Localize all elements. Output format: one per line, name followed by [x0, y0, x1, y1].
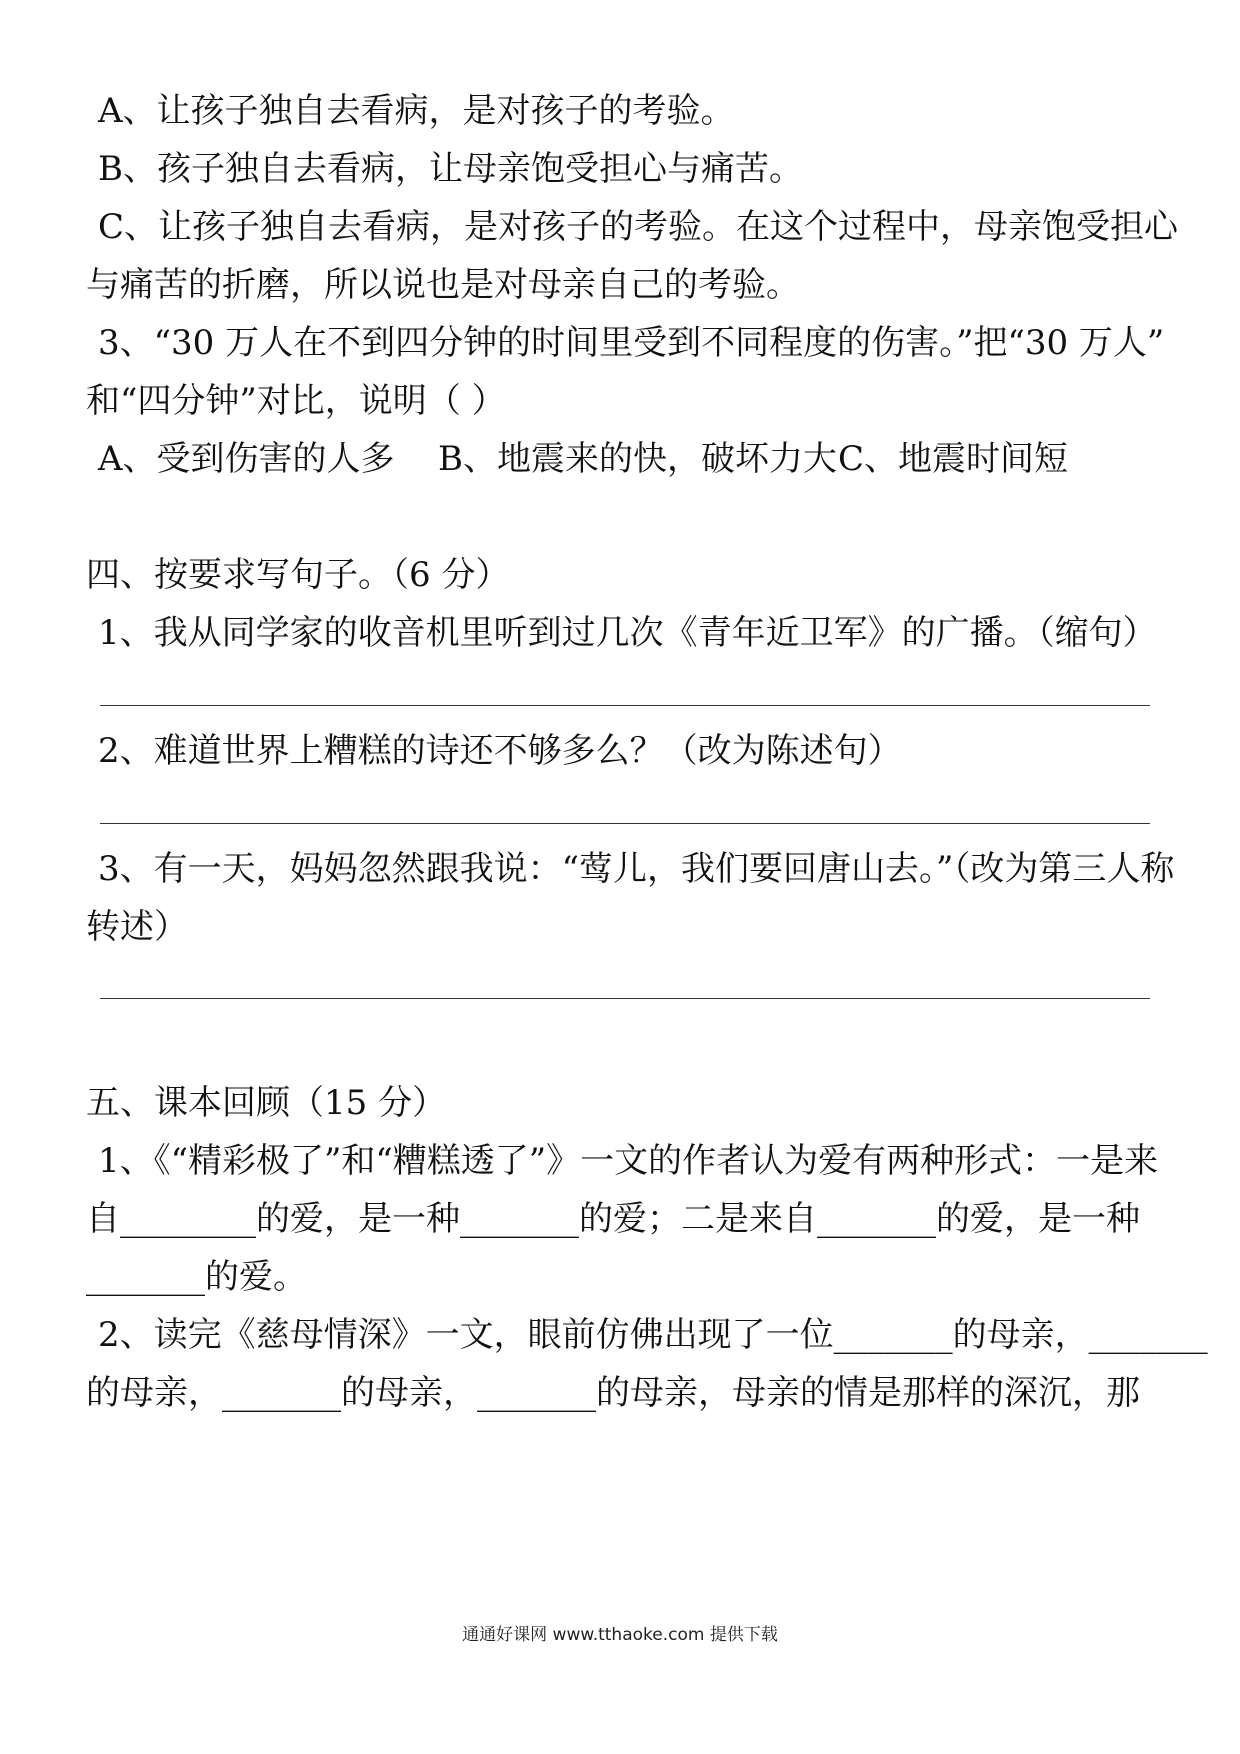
answer-line-1: [100, 705, 1150, 706]
question-3-option-a: A、受到伤害的人多: [98, 439, 395, 479]
option-c-line1: C、让孩子独自去看病，是对孩子的考验。在这个过程中，母亲饱受担心: [98, 207, 1179, 247]
section-5-question-1-line1: 1、《“精彩极了”和“糟糕透了”》一文的作者认为爱有两种形式：一是来: [98, 1141, 1159, 1181]
section-5-question-2-line2: 的母亲，_______的母亲，_______的母亲，母亲的情是那样的深沉，那: [86, 1373, 1140, 1413]
answer-line-3: [100, 998, 1150, 999]
question-3-line2: 和“四分钟”对比，说明（ ）: [86, 381, 506, 421]
question-3-line1: 3、“30 万人在不到四分钟的时间里受到不同程度的伤害。”把“30 万人”: [98, 323, 1165, 363]
question-3-option-b: B、地震来的快，破坏力大: [438, 439, 837, 479]
section-4-question-3-line2: 转述）: [86, 907, 188, 947]
page-footer: 通通好课网 www.tthaoke.com 提供下载: [462, 1625, 778, 1645]
option-c-line2: 与痛苦的折磨，所以说也是对母亲自己的考验。: [86, 265, 800, 305]
section-4-question-3-line1: 3、有一天，妈妈忽然跟我说：“莺儿，我们要回唐山去。”（改为第三人称: [98, 849, 1175, 889]
section-5-question-1-line2: 自________的爱，是一种_______的爱；二是来自_______的爱，是一种: [86, 1199, 1140, 1239]
section-5-title: 五、课本回顾（15 分）: [86, 1083, 447, 1123]
answer-line-2: [100, 823, 1150, 824]
section-5-question-2-line1: 2、读完《慈母情深》一文，眼前仿佛出现了一位_______的母亲，_______: [98, 1315, 1208, 1355]
question-3-options: [98, 436, 1178, 482]
section-4-question-1: 1、我从同学家的收音机里听到过几次《青年近卫军》的广播。（缩句）: [98, 613, 1157, 653]
section-4-title: 四、按要求写句子。（6 分）: [86, 555, 510, 595]
option-a: A、让孩子独自去看病，是对孩子的考验。: [98, 91, 735, 131]
section-5-question-1-line3: _______的爱。: [86, 1257, 307, 1297]
option-b: B、孩子独自去看病，让母亲饱受担心与痛苦。: [98, 149, 803, 189]
section-4-question-2: 2、难道世界上糟糕的诗还不够多么？（改为陈述句）: [98, 731, 902, 771]
question-3-option-c: C、地震时间短: [838, 439, 1069, 479]
